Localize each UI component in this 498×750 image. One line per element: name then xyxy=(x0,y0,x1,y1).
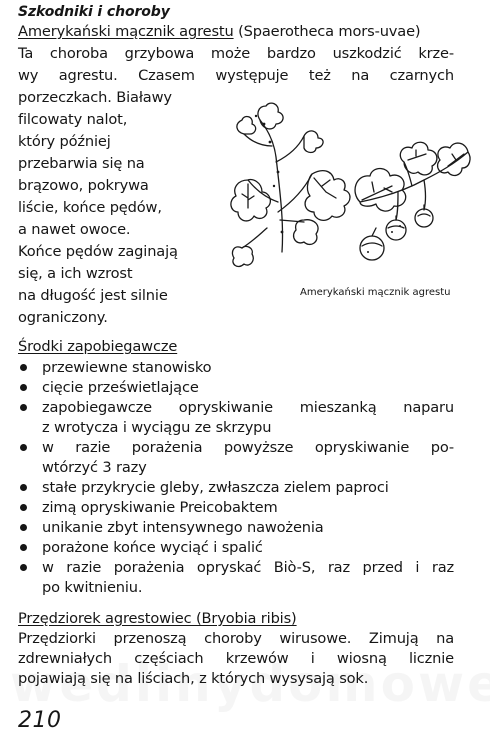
right-branch-stem xyxy=(360,152,468,202)
pest2-line-3: pojawiają się na liściach, z których wysysają sok. xyxy=(18,670,369,687)
list-item: zapobiegawcze opryskiwanie mieszanką naparu xyxy=(42,399,454,416)
pest2-line-1: Przędziorki przenoszą choroby wirusowe. Zimują na xyxy=(18,630,454,647)
gooseberry-2 xyxy=(415,209,433,227)
page-number: 210 xyxy=(18,708,62,733)
list-item: w razie porażenia powyższe opryskiwanie po- xyxy=(42,439,454,456)
list-item-continued: z wrotycza i wyciągu ze skrzypu xyxy=(42,419,272,436)
right-leaf-2 xyxy=(400,142,437,175)
pest1-line-9: a nawet owoce. xyxy=(18,221,131,238)
pest2-line-2: zdrewniałych częściach krzewów i wiosną licznie xyxy=(18,650,454,667)
pest1-line-10: Końce pędów zaginają xyxy=(18,243,178,260)
bullet xyxy=(20,404,27,411)
list-item: porażone końce wyciąć i spalić xyxy=(42,539,263,556)
list-item: w razie porażenia opryskać Biò-S, raz przed i raz xyxy=(42,559,454,576)
list-item-continued: wtórzyć 3 razy xyxy=(42,459,147,476)
pest1-line-11: się, a ich wzrost xyxy=(18,265,133,282)
pest1-name: Amerykański mącznik agrestu xyxy=(18,23,234,40)
list-item: zimą opryskiwanie Preicobaktem xyxy=(42,499,278,516)
bullet xyxy=(20,564,27,571)
bullet xyxy=(20,444,27,451)
pest1-line-8: liście, końce pędów, xyxy=(18,199,162,216)
list-item: przewiewne stanowisko xyxy=(42,359,212,376)
pest1-line-1: Ta choroba grzybowa może bardzo uszkodzić krze- xyxy=(18,45,454,62)
gooseberry-3 xyxy=(360,236,384,260)
pest1-line-7: brązowo, pokrywa xyxy=(18,177,149,194)
left-leaf-2 xyxy=(231,180,270,221)
list-item: cięcie prześwietlające xyxy=(42,379,199,396)
bullet xyxy=(20,524,27,531)
illustration-caption: Amerykański mącznik agrestu xyxy=(300,287,451,298)
left-shoot-tip xyxy=(258,103,283,129)
bullet xyxy=(20,384,27,391)
bullet xyxy=(20,364,27,371)
bullet xyxy=(20,544,27,551)
pest1-line-2: wy agrestu. Czasem występuje też na czarnych xyxy=(18,67,454,84)
gooseberry-1 xyxy=(386,220,406,240)
pest1-line-6: przebarwia się na xyxy=(18,155,145,172)
left-branch-stem xyxy=(260,120,283,252)
left-leaf-1 xyxy=(305,171,350,221)
page-title: Szkodniki i choroby xyxy=(18,4,170,20)
pest2-heading: Przędziorek agrestowiec (Bryobia ribis) xyxy=(18,610,297,627)
list-item: unikanie zbyt intensywnego nawożenia xyxy=(42,519,324,536)
list-item-continued: po kwitnieniu. xyxy=(42,579,143,596)
pest1-line-13: ograniczony. xyxy=(18,309,108,326)
bullet xyxy=(20,504,27,511)
bullet xyxy=(20,484,27,491)
prevention-heading: Środki zapobiegawcze xyxy=(18,338,178,355)
list-item: stałe przykrycie gleby, zwłaszcza zielem paproci xyxy=(42,479,389,496)
pest1-heading xyxy=(18,21,420,43)
pest1-line-4: filcowaty nalot, xyxy=(18,111,128,128)
pest1-line-3: porzeczkach. Białawy xyxy=(18,89,172,106)
pest1-line-12: na długość jest silnie xyxy=(18,287,168,304)
pest1-line-5: który później xyxy=(18,133,111,150)
gooseberry-mildew-illustration xyxy=(212,102,474,282)
pest1-latin: (Spaerotheca mors-uvae) xyxy=(238,23,421,40)
